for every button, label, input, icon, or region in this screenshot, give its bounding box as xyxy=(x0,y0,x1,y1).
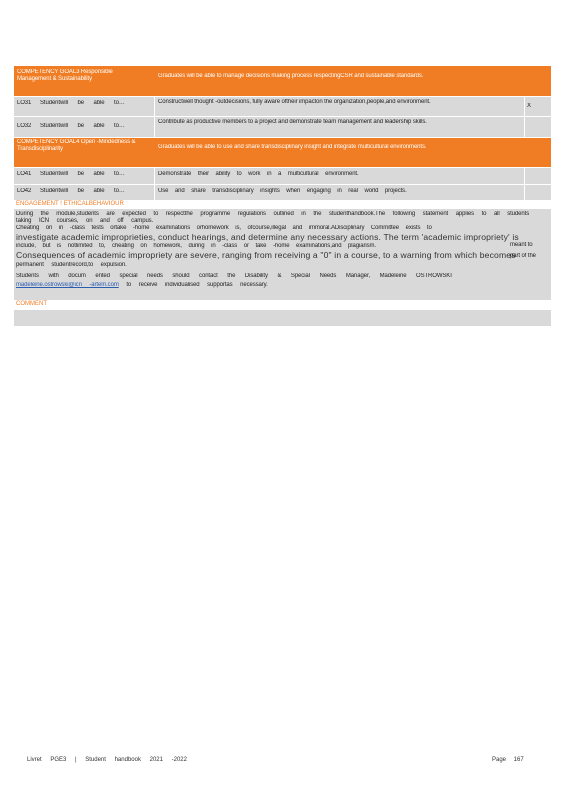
lo42-label: Studentwill be able to… xyxy=(40,188,125,194)
divider xyxy=(154,97,155,116)
divider xyxy=(524,97,525,116)
engagement-block xyxy=(14,209,551,300)
divider xyxy=(154,117,155,137)
engagement-line-7-text: to receive individualised supportas necessary. xyxy=(126,282,268,288)
competency-goal-3-row xyxy=(14,66,551,96)
lo31-row xyxy=(14,97,551,116)
competency-goal-4-row xyxy=(14,138,551,167)
engagement-line-3: include, but is notlimited to, cheating on homework, during in -class or take -home examinations,and plagiarism. xyxy=(16,243,376,249)
engagement-large-line-1: investigate academic improprieties, conduct hearings, and determine any necessary actions. The term 'academic impropriety' is xyxy=(16,232,519,242)
comment-box xyxy=(14,310,551,326)
engagement-line-7 xyxy=(16,282,268,289)
engagement-line-2: Cheating on in -class tests ortake -home examinations orhomework is, ofcourse,illegal and immoral.ADisciplinary Committee exists to xyxy=(16,225,432,231)
lo41-description: Demonstrate their ability to work in a multicultural environment. xyxy=(158,171,359,177)
engagement-title: ENGAGEMENT ! ETHICALBEHAVIOUR xyxy=(16,201,124,207)
lo32-label: Studentwill be able to… xyxy=(40,123,125,129)
lo41-row xyxy=(14,168,551,184)
lo42-description: Use and share transdisciplinary insights when engaging in real world projects. xyxy=(158,188,407,194)
competency-goal-4-label: COMPETENCY GOAL4 Open -Mindedness & Transdisciplinarity xyxy=(17,139,136,152)
lo31-label: Studentwill be able to… xyxy=(40,100,125,106)
email-link[interactable]: madeleine.ostrowski@icn -artem.com xyxy=(16,282,119,288)
engagement-line-3-right: meant to xyxy=(510,242,533,248)
lo42-row xyxy=(14,185,551,200)
engagement-line-5: permanent studentrecord,to expulsion. xyxy=(16,262,127,268)
engagement-line-6: Students with docum ented special needs should contact the Disability & Special Needs Manager, Madeleine OSTROWSKI xyxy=(16,273,452,279)
lo41-label: Studentwill be able to… xyxy=(40,171,125,177)
lo31-description: Constructwell thought -outdecisions, fully aware oftheir impacton the organization,people,and environment. xyxy=(158,99,431,105)
lo32-row xyxy=(14,117,551,137)
competency-goal-3-description: Graduates will be able to manage decisions making process respectingCSR and sustainable standards. xyxy=(158,73,424,79)
footer-left: Livret PGE3 | Student handbook 2021 -2022 xyxy=(27,757,187,763)
divider xyxy=(154,168,155,184)
lo32-code: LO32 xyxy=(17,123,32,129)
footer-page-number: Page 167 xyxy=(492,757,524,763)
lo42-code: LO42 xyxy=(17,188,32,194)
lo32-description: Contribute as productive members to a project and demonstrate team management and leadership skills. xyxy=(158,119,427,125)
divider xyxy=(154,185,155,200)
competency-goal-3-label: COMPETENCY GOAL3 Responsible Management & Sustainability xyxy=(17,69,113,82)
engagement-line-1: During the module,students are expected to respectthe programme regulations outlined in the studenthandbook.The following statement applies to all students taking ICN courses, on and off campus. xyxy=(16,211,530,224)
divider xyxy=(524,168,525,184)
lo31-mark: X xyxy=(527,103,531,109)
lo41-code: LO41 xyxy=(17,171,32,177)
engagement-large-line-2: Consequences of academic impropriety are severe, ranging from receiving a "0" in a course, to a warning from which becomes xyxy=(16,250,516,260)
divider xyxy=(524,117,525,137)
competency-goal-4-description: Graduates will be able to use and share transdisciplinary insight and integrate multicultural environments. xyxy=(158,144,427,150)
lo31-code: LO31 xyxy=(17,100,32,106)
divider xyxy=(524,185,525,200)
engagement-line-4-right: part of the xyxy=(510,253,536,259)
comment-title: COMMENT xyxy=(16,301,47,307)
